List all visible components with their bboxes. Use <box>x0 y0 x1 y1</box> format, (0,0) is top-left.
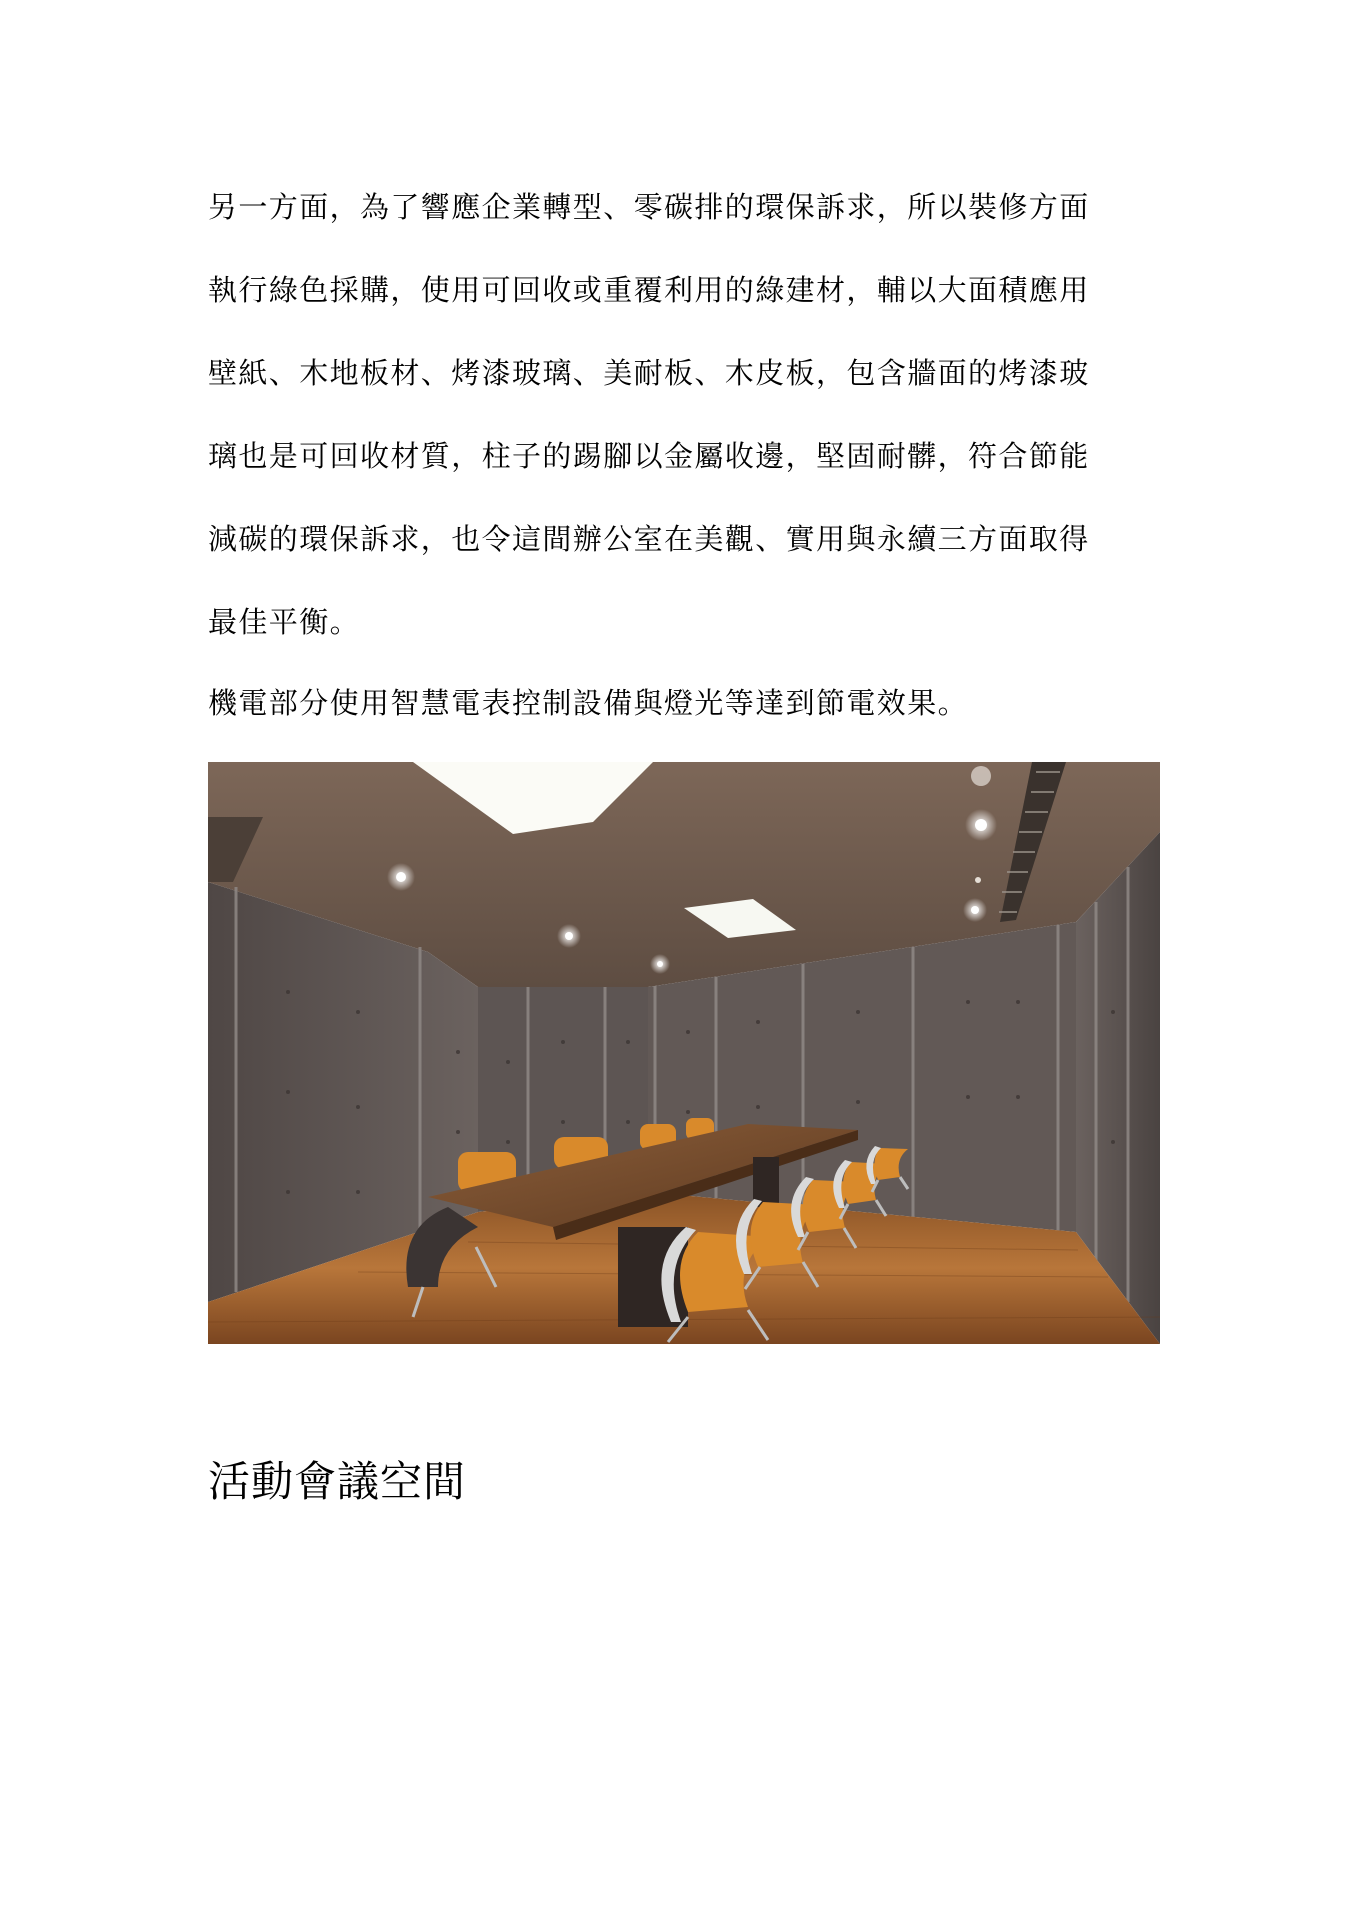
paragraph-line: 最佳平衡。 <box>208 605 361 639</box>
section-heading: 活動會議空間 <box>208 1457 467 1506</box>
paragraph-green-materials <box>208 166 1148 664</box>
paragraph-line: 減碳的環保訴求，也令這間辦公室在美觀、實用與永續三方面取得 <box>208 522 1090 556</box>
meeting-room-photo <box>208 762 1160 1344</box>
paragraph-line: 璃也是可回收材質，柱子的踢腳以金屬收邊，堅固耐髒，符合節能 <box>208 439 1090 473</box>
paragraph-smart-meter: 機電部分使用智慧電表控制設備與燈光等達到節電效果。 <box>208 686 969 720</box>
paragraph-line: 執行綠色採購，使用可回收或重覆利用的綠建材，輔以大面積應用 <box>208 273 1090 307</box>
paragraph-line: 另一方面，為了響應企業轉型、零碳排的環保訴求，所以裝修方面 <box>208 190 1090 224</box>
paragraph-line: 壁紙、木地板材、烤漆玻璃、美耐板、木皮板，包含牆面的烤漆玻 <box>208 356 1090 390</box>
